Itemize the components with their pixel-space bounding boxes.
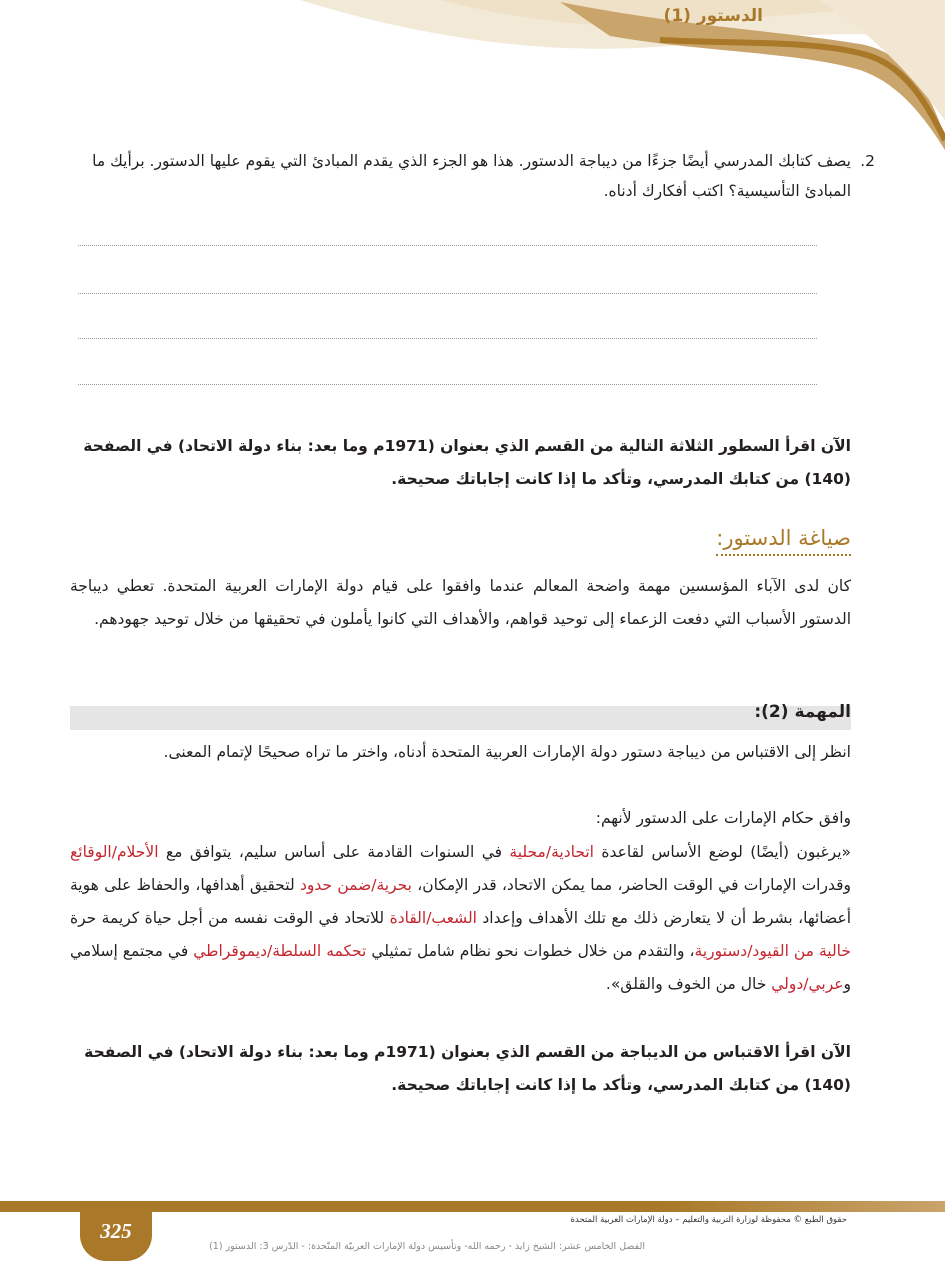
quote-text: للاتحاد في الوقت نفسه من أجل حياة كريمة حرة <box>70 909 390 927</box>
quote-lead-in: وافق حكام الإمارات على الدستور لأنهم: <box>595 809 851 827</box>
quote-text: لتحقيق أهدافها، والحفاظ على هوية أعضائها، بشرط أن لا يتعارض ذلك مع تلك الأهداف وإعداد <box>70 876 852 927</box>
answer-line-1[interactable] <box>78 245 817 246</box>
quote-text: خال من الخوف والقلق». <box>605 975 772 993</box>
quote-text: في السنوات القادمة على أساس سليم، يتوافق مع <box>158 843 510 861</box>
choice-option[interactable]: تحكمه السلطة/ديموقراطي <box>193 942 367 960</box>
answer-line-4[interactable] <box>78 384 817 385</box>
footer-course-info: الفصل الخامس عشر: الشيخ زايد - رحمه الله- وتأسيس دولة الإمارات العربيّة المتّحدة: - الدّرس 3: الدستور (1) <box>209 1241 645 1252</box>
header-wave-decoration <box>0 0 945 150</box>
quote-text: في مجتمع إسلامي و <box>70 942 851 993</box>
quote-text: ، والتقدم من خلال خطوات نحو نظام شامل تمثيلي <box>366 942 695 960</box>
preamble-quote <box>70 836 851 1001</box>
instruction-check-answers-2: الآن اقرأ الاقتباس من الديباجة من القسم الذي بعنوان (1971م وما بعد: بناء دولة الاتحاد) في الصفحة (140) من كتابك المدرسي، وتأكد ما إذا كانت إجاباتك صحيحة. <box>84 1043 851 1094</box>
choice-option[interactable]: الشعب/القادة <box>389 909 477 927</box>
choice-option[interactable]: اتحادية/محلية <box>509 843 594 861</box>
quote-text: «يرغبون (أيضًا) لوضع الأساس لقاعدة <box>593 843 851 861</box>
section-heading: صياغة الدستور: <box>716 526 851 556</box>
section-paragraph: كان لدى الآباء المؤسسين مهمة واضحة المعالم عندما وافقوا على قيام دولة الإمارات العربية المتحدة. تعطي ديباجة الدستور الأسباب التي دفعت الزعماء إلى توحيد قواهم، والأهداف التي كانوا يأملون في تحقيقها من خلال توحيد جهودهم. <box>70 577 851 628</box>
choice-option[interactable]: خالية من القيود/دستورية <box>694 942 851 960</box>
quote-text: وقدرات الإمارات في الوقت الحاضر، مما يمكن الاتحاد، قدر الإمكان، <box>411 876 851 894</box>
choice-option[interactable]: بحرية/ضمن حدود <box>299 876 412 894</box>
task-prompt: انظر إلى الاقتباس من ديباجة دستور دولة الإمارات العربية المتحدة أدناه، واختر ما تراه صحيحًا لإتمام المعنى. <box>163 743 851 761</box>
choice-option[interactable]: عربي/دولي <box>771 975 844 993</box>
choice-option[interactable]: الأحلام/الوقائع <box>70 843 159 861</box>
question-2 <box>60 146 875 206</box>
instruction-check-answers-1: الآن اقرأ السطور الثلاثة التالية من القسم الذي بعنوان (1971م وما بعد: بناء دولة الاتحاد) في الصفحة (140) من كتابك المدرسي، وتأكد ما إذا كانت إجاباتك صحيحة. <box>83 437 851 488</box>
task-title: المهمة (2): <box>754 702 851 722</box>
page-number: 325 <box>100 1219 132 1243</box>
chapter-title: الدستور (1) <box>663 6 763 26</box>
task-title-bar <box>70 706 851 730</box>
footer-copyright: حقوق الطبع © محفوظة لوزارة التربية والتعليم – دولة الإمارات العربية المتحدة <box>570 1215 847 1225</box>
answer-line-2[interactable] <box>78 293 817 294</box>
question-number: 2. <box>860 152 875 170</box>
question-text: يصف كتابك المدرسي أيضًا جزءًا من ديباجة الدستور. هذا هو الجزء الذي يقدم المبادئ التي يقوم عليها الدستور. برأيك ما المبادئ التأسيسية؟ اكتب أفكارك أدناه. <box>92 152 851 200</box>
answer-line-3[interactable] <box>78 338 817 339</box>
